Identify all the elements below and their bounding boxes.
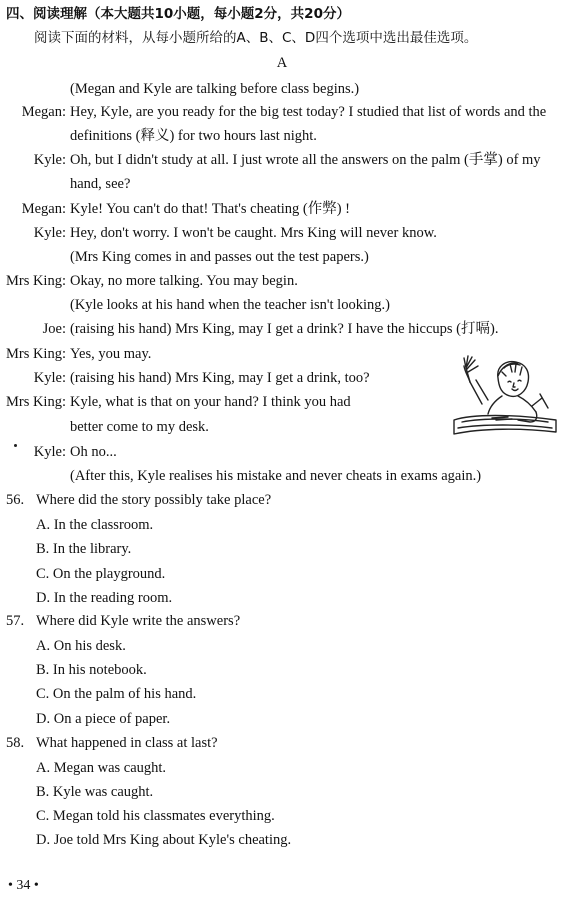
question-text: Where did the story possibly take place? bbox=[36, 492, 272, 508]
line-text: Hey, don't worry. I won't be caught. Mrs King will never know. bbox=[70, 225, 437, 241]
option-a: A. In the classroom. bbox=[36, 517, 154, 533]
line-text: Yes, you may. bbox=[70, 346, 152, 362]
option-d: D. On a piece of paper. bbox=[36, 711, 171, 727]
line-text: Hey, Kyle, are you ready for the big test today? I studied that list of words and the bbox=[70, 104, 547, 120]
option-d: D. Joe told Mrs King about Kyle's cheating. bbox=[36, 832, 292, 848]
speaker-joe: Joe: bbox=[42, 321, 66, 337]
speaker-mrs-king: Mrs King: bbox=[5, 394, 66, 410]
page-number: • 34 • bbox=[8, 878, 39, 893]
line-text: Kyle, what is that on your hand? I think you had bbox=[70, 394, 351, 410]
speaker-kyle: Kyle: bbox=[33, 152, 66, 168]
line-text: Oh, but I didn't study at all. I just wrote all the answers on the palm (手掌) of my bbox=[70, 152, 541, 168]
option-c: C. On the playground. bbox=[36, 566, 166, 582]
dialogue-line bbox=[0, 225, 437, 242]
question-number: 58. bbox=[6, 735, 25, 751]
option-c: C. Megan told his classmates everything. bbox=[36, 808, 275, 824]
section-title: 四、阅读理解（本大题共10小题，每小题2分，共20分） bbox=[6, 6, 350, 22]
line-text: Oh no... bbox=[70, 444, 117, 460]
question-number: 57. bbox=[6, 613, 25, 629]
line-text-continued: hand, see? bbox=[70, 176, 131, 192]
dialogue-line bbox=[0, 394, 351, 411]
question-text: What happened in class at last? bbox=[36, 735, 218, 751]
line-text-continued: better come to my desk. bbox=[70, 419, 209, 435]
line-text: (raising his hand) Mrs King, may I get a drink, too? bbox=[70, 370, 370, 386]
dialogue-line bbox=[0, 321, 498, 338]
speaker-mrs-king: Mrs King: bbox=[5, 273, 66, 289]
dialogue-line bbox=[0, 273, 298, 290]
passage-label: A bbox=[276, 55, 288, 71]
dialogue-line bbox=[0, 104, 546, 121]
stage-direction-intro: (Megan and Kyle are talking before class begins.) bbox=[70, 81, 360, 97]
speaker-kyle: Kyle: bbox=[33, 370, 66, 386]
dialogue-line bbox=[0, 201, 350, 218]
stage-direction: (Kyle looks at his hand when the teacher isn't looking.) bbox=[70, 297, 390, 313]
stage-direction-ending: (After this, Kyle realises his mistake and never cheats in exams again.) bbox=[70, 468, 482, 484]
line-text: (raising his hand) Mrs King, may I get a drink? I have the hiccups (打嗝). bbox=[70, 321, 499, 337]
speaker-mrs-king: Mrs King: bbox=[5, 346, 66, 362]
option-a: A. On his desk. bbox=[36, 638, 126, 654]
option-c: C. On the palm of his hand. bbox=[36, 686, 197, 702]
line-text: Okay, no more talking. You may begin. bbox=[70, 273, 298, 289]
dialogue-line bbox=[0, 346, 151, 363]
question-text: Where did Kyle write the answers? bbox=[36, 613, 241, 629]
speaker-megan: Megan: bbox=[21, 104, 66, 120]
stage-direction: (Mrs King comes in and passes out the test papers.) bbox=[70, 249, 369, 265]
student-raising-hand-icon bbox=[452, 348, 560, 440]
speaker-kyle: Kyle: bbox=[33, 225, 66, 241]
dialogue-line bbox=[0, 444, 117, 461]
dialogue-line bbox=[0, 370, 370, 387]
dialogue-line bbox=[0, 152, 541, 169]
option-b: B. Kyle was caught. bbox=[36, 784, 154, 800]
speaker-kyle: Kyle: bbox=[33, 444, 66, 460]
line-text: Kyle! You can't do that! That's cheating (作弊) ! bbox=[70, 201, 350, 217]
section-instruction: 阅读下面的材料，从每小题所给的A、B、C、D四个选项中选出最佳选项。 bbox=[34, 30, 478, 46]
option-a: A. Megan was caught. bbox=[36, 760, 167, 776]
option-b: B. In the library. bbox=[36, 541, 132, 557]
speaker-megan: Megan: bbox=[21, 201, 66, 217]
option-d: D. In the reading room. bbox=[36, 590, 173, 606]
question-number: 56. bbox=[6, 492, 25, 508]
line-text-continued: definitions (释义) for two hours last night. bbox=[70, 128, 317, 144]
option-b: B. In his notebook. bbox=[36, 662, 147, 678]
